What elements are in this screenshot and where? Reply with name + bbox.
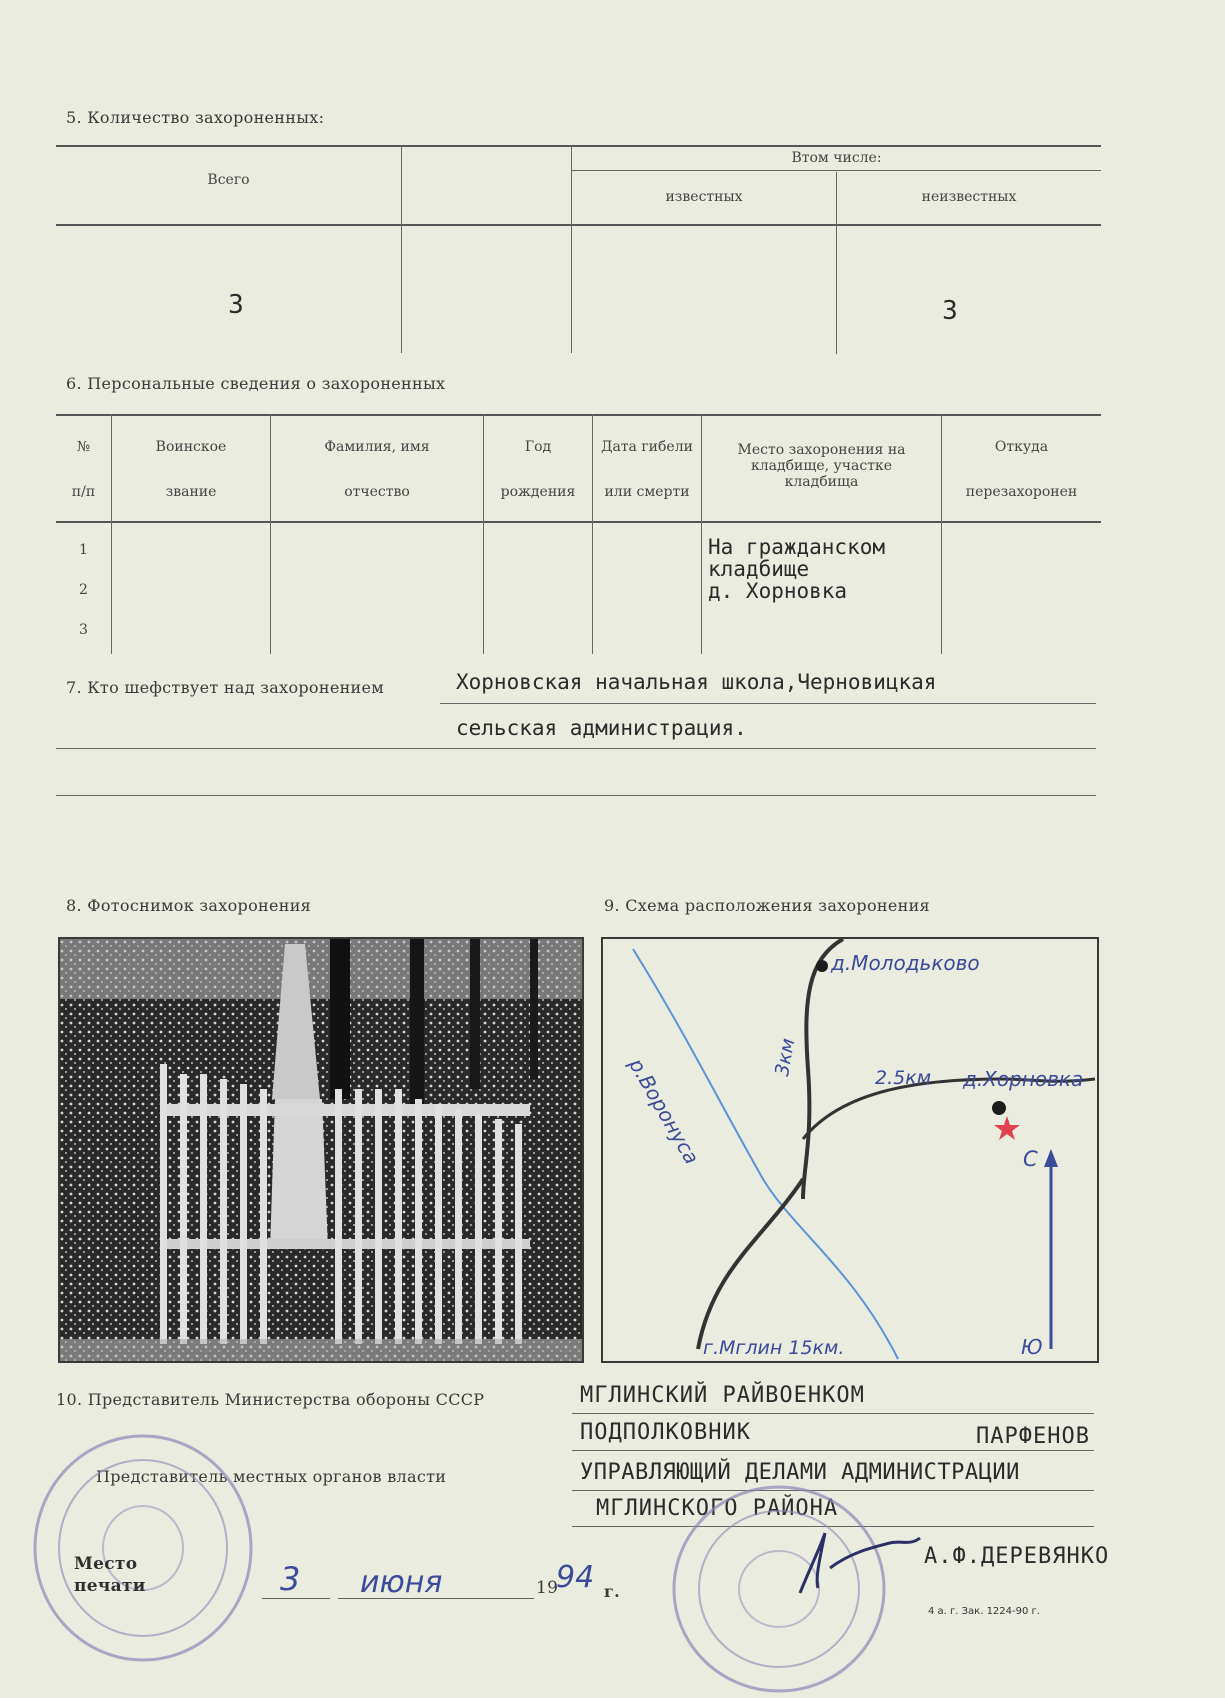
signer-name: А.Ф.ДЕРЕВЯНКО xyxy=(924,1544,1110,1569)
left-seal-stamp xyxy=(28,1428,258,1668)
scheme-dist2: 2.5км xyxy=(875,1067,932,1089)
row-number: 1 xyxy=(79,542,88,558)
scheme-town: г.Мглин 15км. xyxy=(703,1337,845,1359)
local-authority-label: Представитель местных органов власти xyxy=(96,1467,447,1486)
scheme-north: С xyxy=(1023,1147,1038,1171)
mo-line2-rank: ПОДПОЛКОВНИК xyxy=(580,1420,751,1445)
header-from: Откуда перезахоронен xyxy=(965,439,1078,501)
village-top-dot xyxy=(816,960,828,972)
scheme-south: Ю xyxy=(1021,1335,1043,1359)
header-rank: Воинское звание xyxy=(155,439,227,501)
scheme-village-top: д.Молодьково xyxy=(831,951,980,975)
header-birth: Год рождения xyxy=(500,439,576,501)
header-place: Место захоронения на кладбище, участке кладбища xyxy=(737,441,906,491)
col-total-header: Всего xyxy=(207,171,250,188)
date-day: 3 xyxy=(280,1560,301,1598)
road-north xyxy=(803,939,843,1199)
date-month: июня xyxy=(360,1565,443,1600)
mo-line1: МГЛИНСКИЙ РАЙВОЕНКОМ xyxy=(580,1383,865,1408)
location-scheme xyxy=(601,937,1099,1363)
header-death: Дата гибели или смерти xyxy=(601,439,693,501)
patron-line2: сельская администрация. xyxy=(456,716,747,740)
section8-label: 8. Фотоснимок захоронения xyxy=(66,896,312,915)
row-number: 3 xyxy=(79,622,88,638)
local-line2: МГЛИНСКОГО РАЙОНА xyxy=(596,1496,839,1521)
north-arrow-head-icon xyxy=(1044,1149,1058,1167)
section9-label: 9. Схема расположения захоронения xyxy=(604,896,930,915)
section6-title: 6. Персональные сведения о захороненных xyxy=(66,374,446,393)
section5-title: 5. Количество захороненных: xyxy=(66,108,325,127)
row-number: 2 xyxy=(79,582,88,598)
burial-photo xyxy=(58,937,584,1363)
burial-photo-illustration xyxy=(60,939,582,1361)
col-known-header: известных xyxy=(665,188,743,205)
burial-star-icon xyxy=(994,1116,1020,1140)
date-year-g: г. xyxy=(604,1582,620,1601)
scheme-village: д.Хорновка xyxy=(963,1067,1084,1091)
road-south xyxy=(698,1179,803,1349)
header-num: № п/п xyxy=(71,439,96,501)
signature xyxy=(790,1528,930,1598)
date-year-prefix: 19 xyxy=(536,1578,559,1598)
section10-label: 10. Представитель Министерства обороны СССР xyxy=(56,1390,485,1409)
scheme-river: р.Воронуса xyxy=(624,1054,705,1169)
patron-line1: Хорновская начальная школа,Черновицкая xyxy=(456,670,937,694)
seal-place-label: Место печати xyxy=(74,1554,146,1597)
burial-place-text: На гражданском кладбище д. Хорновка xyxy=(708,535,886,603)
section7-label: 7. Кто шефствует над захоронением xyxy=(66,678,385,697)
mo-line2-name: ПАРФЕНОВ xyxy=(976,1424,1090,1449)
print-mark: 4 а. г. Зак. 1224-90 г. xyxy=(928,1606,1040,1617)
date-year-suffix: 94 xyxy=(556,1560,595,1595)
river-line xyxy=(633,949,898,1359)
value-total: 3 xyxy=(228,290,244,320)
col-unknown-header: неизвестных xyxy=(921,188,1017,205)
col-including-header: Втом числе: xyxy=(791,149,882,166)
village-dot xyxy=(992,1101,1006,1115)
local-line1: УПРАВЛЯЮЩИЙ ДЕЛАМИ АДМИНИСТРАЦИИ xyxy=(580,1460,1020,1485)
scheme-dist1: 3км xyxy=(771,1036,800,1078)
value-unknown: 3 xyxy=(942,296,958,326)
header-name: Фамилия, имя отчество xyxy=(324,439,430,501)
